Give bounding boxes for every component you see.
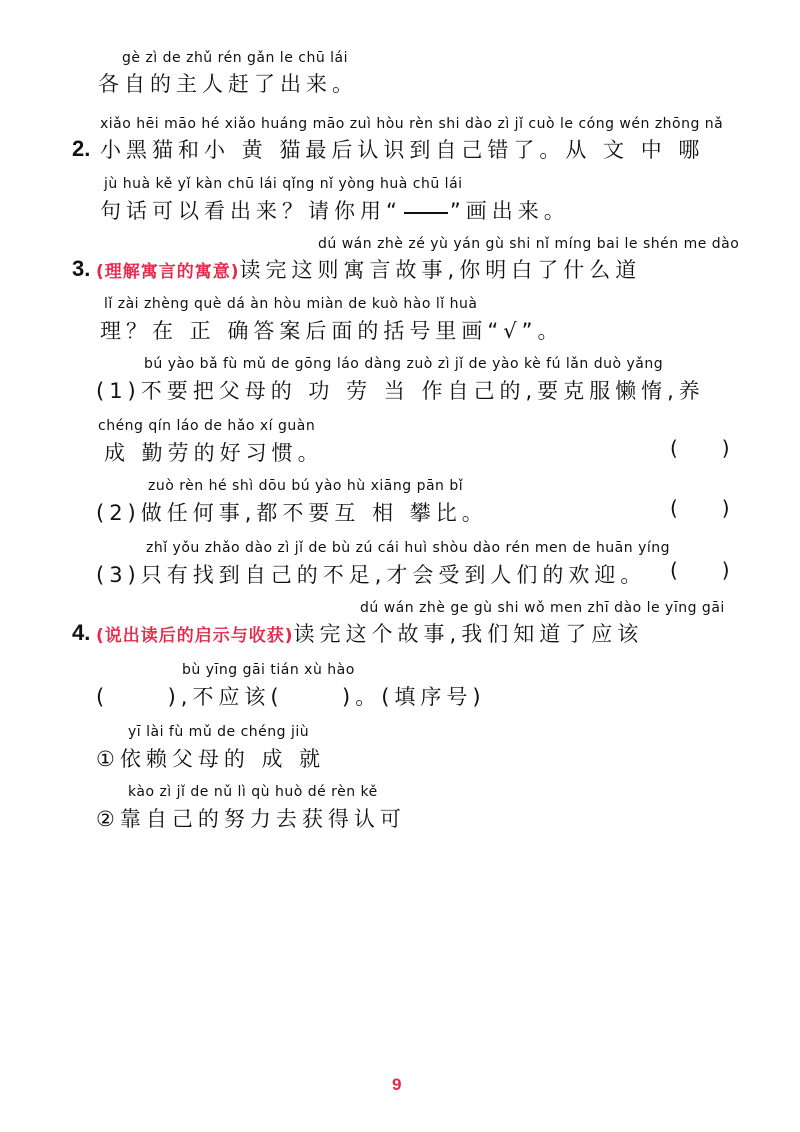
pinyin-line: bù yīng gāi tián xù hào	[182, 662, 355, 678]
pinyin-line: xiǎo hēi māo hé xiǎo huáng māo zuì hòu rèn shi dào zì jǐ cuò le cóng wén zhōng nǎ	[100, 116, 724, 132]
page-number: 9	[392, 1075, 402, 1094]
pinyin-line: zuò rèn hé shì dōu bú yào hù xiāng pān bǐ	[148, 478, 464, 494]
pinyin-line: bú yào bǎ fù mǔ de gōng láo dàng zuò zì jǐ de yào kè fú lǎn duò yǎng	[144, 356, 664, 372]
pinyin-line: lǐ zài zhèng què dá àn hòu miàn de kuò hào lǐ huà	[104, 296, 478, 312]
question-text: 小黑猫和小 黄 猫最后认识到自己错了。从 文 中 哪	[100, 138, 705, 162]
question-text: (说出读后的启示与收获)读完这个故事,我们知道了应该	[96, 622, 644, 646]
question-text: 理？在 正 确答案后面的括号里画“√”。	[100, 319, 564, 343]
pinyin-line: yī lài fù mǔ de chéng jiù	[128, 724, 310, 740]
sentence-text: 各自的主人赶了出来。	[98, 72, 358, 96]
option-text: 成 勤劳的好习惯。	[104, 441, 324, 465]
pinyin-line: gè zì de zhǔ rén gǎn le chū lái	[122, 50, 349, 66]
pinyin-line: chéng qín láo de hǎo xí guàn	[98, 418, 316, 434]
answer-parentheses[interactable]: ()	[670, 558, 774, 582]
pinyin-line: zhǐ yǒu zhǎo dào zì jǐ de bù zú cái huì shòu dào rén men de huān yíng	[146, 540, 671, 556]
question-number: 4.	[72, 620, 91, 645]
answer-blanks[interactable]: ( ),不应该( )。(填序号)	[96, 685, 486, 709]
option-text: (3)只有找到自己的不足,才会受到人们的欢迎。	[96, 563, 647, 587]
question-text: (理解寓言的寓意)读完这则寓言故事,你明白了什么道	[96, 258, 642, 282]
underline-blank[interactable]	[404, 212, 448, 214]
answer-parentheses[interactable]: ()	[670, 436, 774, 460]
answer-parentheses[interactable]: ()	[670, 496, 774, 520]
pinyin-line: dú wán zhè ge gù shi wǒ men zhī dào le yīng gāi	[360, 600, 725, 616]
question-tag: (说出读后的启示与收获)	[96, 626, 294, 646]
choice-item: ②靠自己的努力去获得认可	[96, 807, 406, 831]
pinyin-line: kào zì jǐ de nǔ lì qù huò dé rèn kě	[128, 784, 378, 800]
question-number: 3.	[72, 256, 91, 281]
question-text: 句话可以看出来？请你用“ ”画出来。	[100, 199, 570, 223]
choice-item: ①依赖父母的 成 就	[96, 747, 326, 771]
pinyin-line: jù huà kě yǐ kàn chū lái qǐng nǐ yòng huà chū lái	[104, 176, 463, 192]
question-tag: (理解寓言的寓意)	[96, 262, 240, 282]
question-number: 2.	[72, 136, 91, 161]
option-text: (1)不要把父母的 功 劳 当 作自己的,要克服懒惰,养	[96, 379, 705, 403]
pinyin-line: dú wán zhè zé yù yán gù shi nǐ míng bai le shén me dào	[318, 236, 740, 252]
option-text: (2)做任何事,都不要互 相 攀比。	[96, 501, 488, 525]
